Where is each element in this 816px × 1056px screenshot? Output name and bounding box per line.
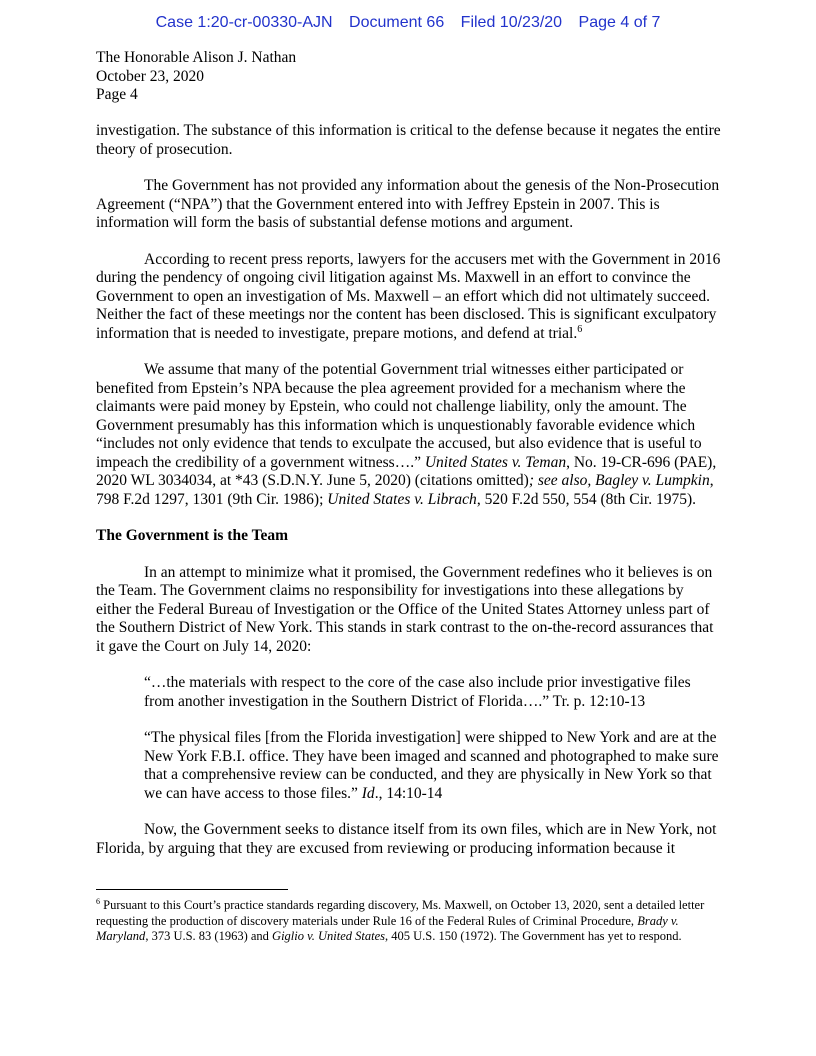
footnote-text-b: , 373 U.S. 83 (1963) and [145, 929, 273, 943]
letter-header [96, 49, 296, 105]
case-citation-bagley: ; see also, Bagley v. Lumpkin [528, 472, 710, 489]
paragraph-4-text-a: We assume that many of the potential Government trial witnesses either participated or benefited from Epstein’s NPA because the plea agreement provided for a mechanism where the claimants were paid money by Epstein, who could not challenge liability, only the amount. The Government presumably has this information which is unquestionably favorable evidence which “includes not only evidence that tends to exculpate the accused, but also evidence that is useful to impeach the credibility of a government witness….” [96, 361, 702, 471]
paragraph-3 [96, 251, 721, 344]
block-quote-1: “…the materials with respect to the core of the case also include prior investigative files from another investigation in the Southern District of Florida….” Tr. p. 12:10-13 [144, 674, 691, 710]
case-citation-giglio: Giglio v. United States [272, 929, 385, 943]
case-citation-brady: Brady v. Maryland [96, 913, 679, 943]
block-quote-2-text: “The physical files [from the Florida investigation] were shipped to New York and are at the New York F.B.I. office. They have been imaged and scanned and photographed to make sure that a comprehensive review can be conducted, and they are physically in New York so that we can have access to those files.” [144, 729, 719, 802]
page-count: Page 4 of 7 [578, 14, 661, 31]
letter-body [96, 122, 721, 876]
case-citation-teman: United States v. Teman [424, 453, 567, 471]
letter-date: October 23, 2020 [96, 67, 205, 85]
paragraph-4-text-c: , 798 F.2d 1297, 1301 (9th Cir. 1986); [96, 472, 714, 508]
filed-date: Filed 10/23/20 [460, 14, 563, 31]
letter-page: Page 4 [96, 86, 138, 103]
block-quote-2 [144, 729, 721, 803]
addressee: The Honorable Alison J. Nathan [96, 49, 297, 66]
footnote-text-c: , 405 U.S. 150 (1972). The Government has yet to respond. [385, 929, 682, 943]
footnote-divider [96, 889, 288, 890]
id-citation: Id [361, 784, 375, 802]
paragraph-4 [96, 361, 721, 509]
document-number: Document 66 [349, 14, 445, 31]
section-heading: The Government is the Team [96, 527, 289, 544]
case-citation-librach: United States v. Librach [327, 490, 477, 508]
footnote-reference: 6 [577, 323, 583, 335]
paragraph-6: Now, the Government seeks to distance itself from its own files, which are in New York, not Florida, by arguing that they are excused from reviewing or producing information because it [96, 821, 717, 857]
block-quote-2-pin: ., 14:10-14 [374, 784, 443, 802]
footnote-text-a: Pursuant to this Court’s practice standards regarding discovery, Ms. Maxwell, on October 13, 2020, sent a detailed letter requesting the production of discovery materials under Rule 16 of the Federal Rules of Criminal Procedure, [96, 898, 705, 928]
case-number: Case 1:20-cr-00330-AJN [155, 14, 333, 31]
paragraph-5: In an attempt to minimize what it promised, the Government redefines who it believes is on the Team. The Government claims no responsibility for investigations into these allegations by either the Federal Bureau of Investigation or the Office of the United States Attorney unless part of the Southern District of New York. This stands in stark contrast to the on-the-record assurances that it gave the Court on July 14, 2020: [96, 563, 714, 655]
paragraph-4-text-d: , 520 F.2d 550, 554 (8th Cir. 1975). [476, 490, 697, 508]
footnote-mark: 6 [96, 896, 100, 906]
paragraph-2: The Government has not provided any information about the genesis of the Non-Prosecution Agreement (“NPA”) that the Government entered into with Jeffrey Epstein in 2007. This is information will form the basis of substantial defense motions and argument. [96, 177, 720, 231]
paragraph-1: investigation. The substance of this information is critical to the defense because it negates the entire theory of prosecution. [96, 122, 721, 158]
footnote-6 [96, 898, 721, 945]
paragraph-3-text: According to recent press reports, lawyers for the accusers met with the Government in 2016 during the pendency of ongoing civil litigation against Ms. Maxwell in an effort to convince the Government to open an investigation of Ms. Maxwell – an effort which did not ultimately succeed. Neither the fact of these meetings nor the content has been disclosed. This is significant exculpatory information that is needed to investigate, prepare motions, and defend at trial. [96, 250, 721, 342]
ecf-header-stamp [0, 14, 816, 32]
paragraph-4-text-b: , No. 19-CR-696 (PAE), 2020 WL 3034034, at *43 (S.D.N.Y. June 5, 2020) (citations omitted) [96, 453, 717, 489]
